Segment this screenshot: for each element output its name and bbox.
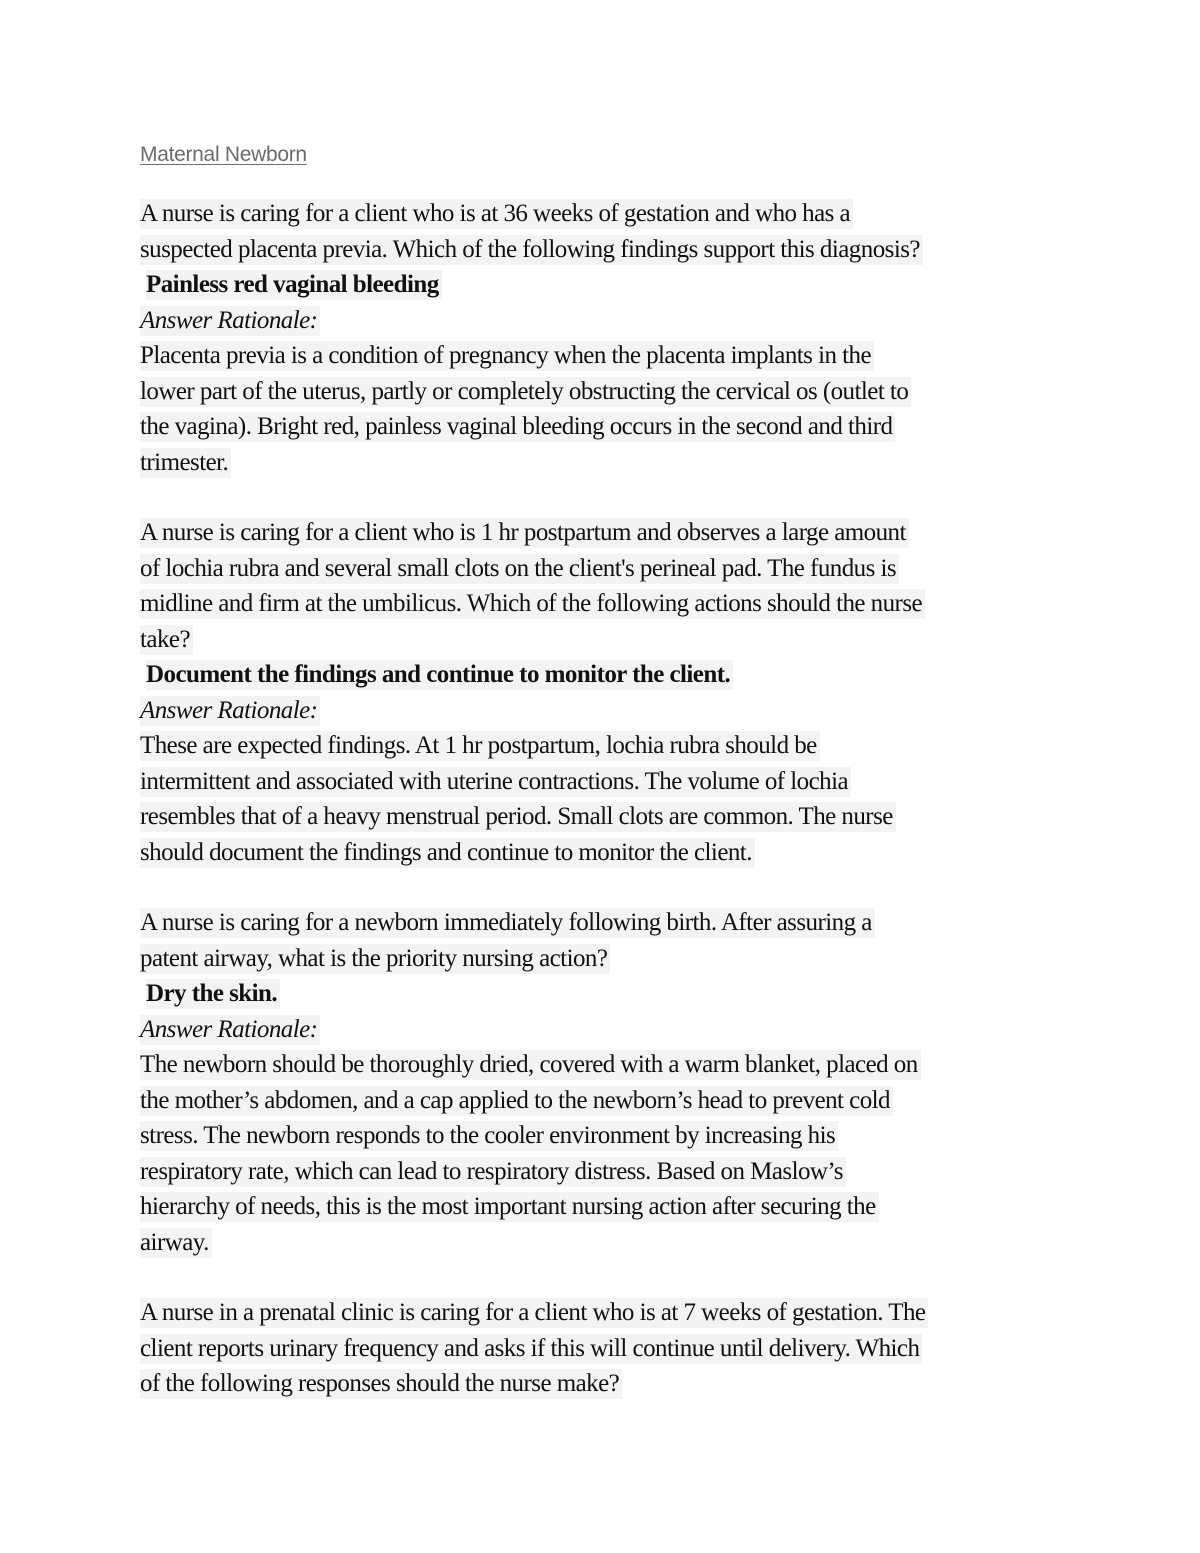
document-header: Maternal Newborn [140, 143, 307, 166]
rationale-label: Answer Rationale: [140, 306, 320, 336]
question-block-4 [140, 1295, 1070, 1402]
question-block-1 [140, 196, 1070, 480]
question-line: of the following responses should the nurse make? [140, 1369, 622, 1399]
rationale-label: Answer Rationale: [140, 696, 320, 726]
answer-text: Document the findings and continue to monitor the client. [146, 660, 733, 690]
rationale-line: These are expected findings. At 1 hr postpartum, lochia rubra should be [140, 731, 820, 761]
rationale-line: airway. [140, 1228, 212, 1258]
question-line: client reports urinary frequency and asks if this will continue until delivery. Which [140, 1334, 922, 1364]
question-line: take? [140, 625, 193, 655]
document-body [140, 140, 1070, 1437]
rationale-line: resembles that of a heavy menstrual period. Small clots are common. The nurse [140, 802, 896, 832]
question-line: midline and firm at the umbilicus. Which of the following actions should the nurse [140, 589, 925, 619]
rationale-line: lower part of the uterus, partly or completely obstructing the cervical os (outlet to [140, 377, 911, 407]
rationale-line: hierarchy of needs, this is the most important nursing action after securing the [140, 1192, 879, 1222]
question-line: A nurse in a prenatal clinic is caring for a client who is at 7 weeks of gestation. The [140, 1298, 928, 1328]
rationale-line: the vagina). Bright red, painless vaginal bleeding occurs in the second and third [140, 412, 895, 442]
rationale-line: the mother’s abdomen, and a cap applied to the newborn’s head to prevent cold [140, 1086, 893, 1116]
question-line: A nurse is caring for a client who is at 36 weeks of gestation and who has a [140, 199, 853, 229]
rationale-line: intermittent and associated with uterine contractions. The volume of lochia [140, 767, 851, 797]
rationale-label: Answer Rationale: [140, 1015, 320, 1045]
answer-text: Painless red vaginal bleeding [146, 270, 442, 300]
question-line: of lochia rubra and several small clots on the client's perineal pad. The fundus is [140, 554, 899, 584]
question-line: A nurse is caring for a client who is 1 hr postpartum and observes a large amount [140, 518, 909, 548]
rationale-line: trimester. [140, 448, 231, 478]
question-block-2 [140, 515, 1070, 870]
rationale-line: respiratory rate, which can lead to respiratory distress. Based on Maslow’s [140, 1157, 846, 1187]
question-line: patent airway, what is the priority nursing action? [140, 944, 610, 974]
rationale-line: should document the findings and continue to monitor the client. [140, 838, 755, 868]
question-line: suspected placenta previa. Which of the following findings support this diagnosis? [140, 235, 923, 265]
rationale-line: stress. The newborn responds to the cooler environment by increasing his [140, 1121, 838, 1151]
question-line: A nurse is caring for a newborn immediately following birth. After assuring a [140, 908, 875, 938]
question-block-3 [140, 905, 1070, 1260]
rationale-line: Placenta previa is a condition of pregnancy when the placenta implants in the [140, 341, 874, 371]
answer-text: Dry the skin. [146, 979, 280, 1009]
rationale-line: The newborn should be thoroughly dried, covered with a warm blanket, placed on [140, 1050, 921, 1080]
